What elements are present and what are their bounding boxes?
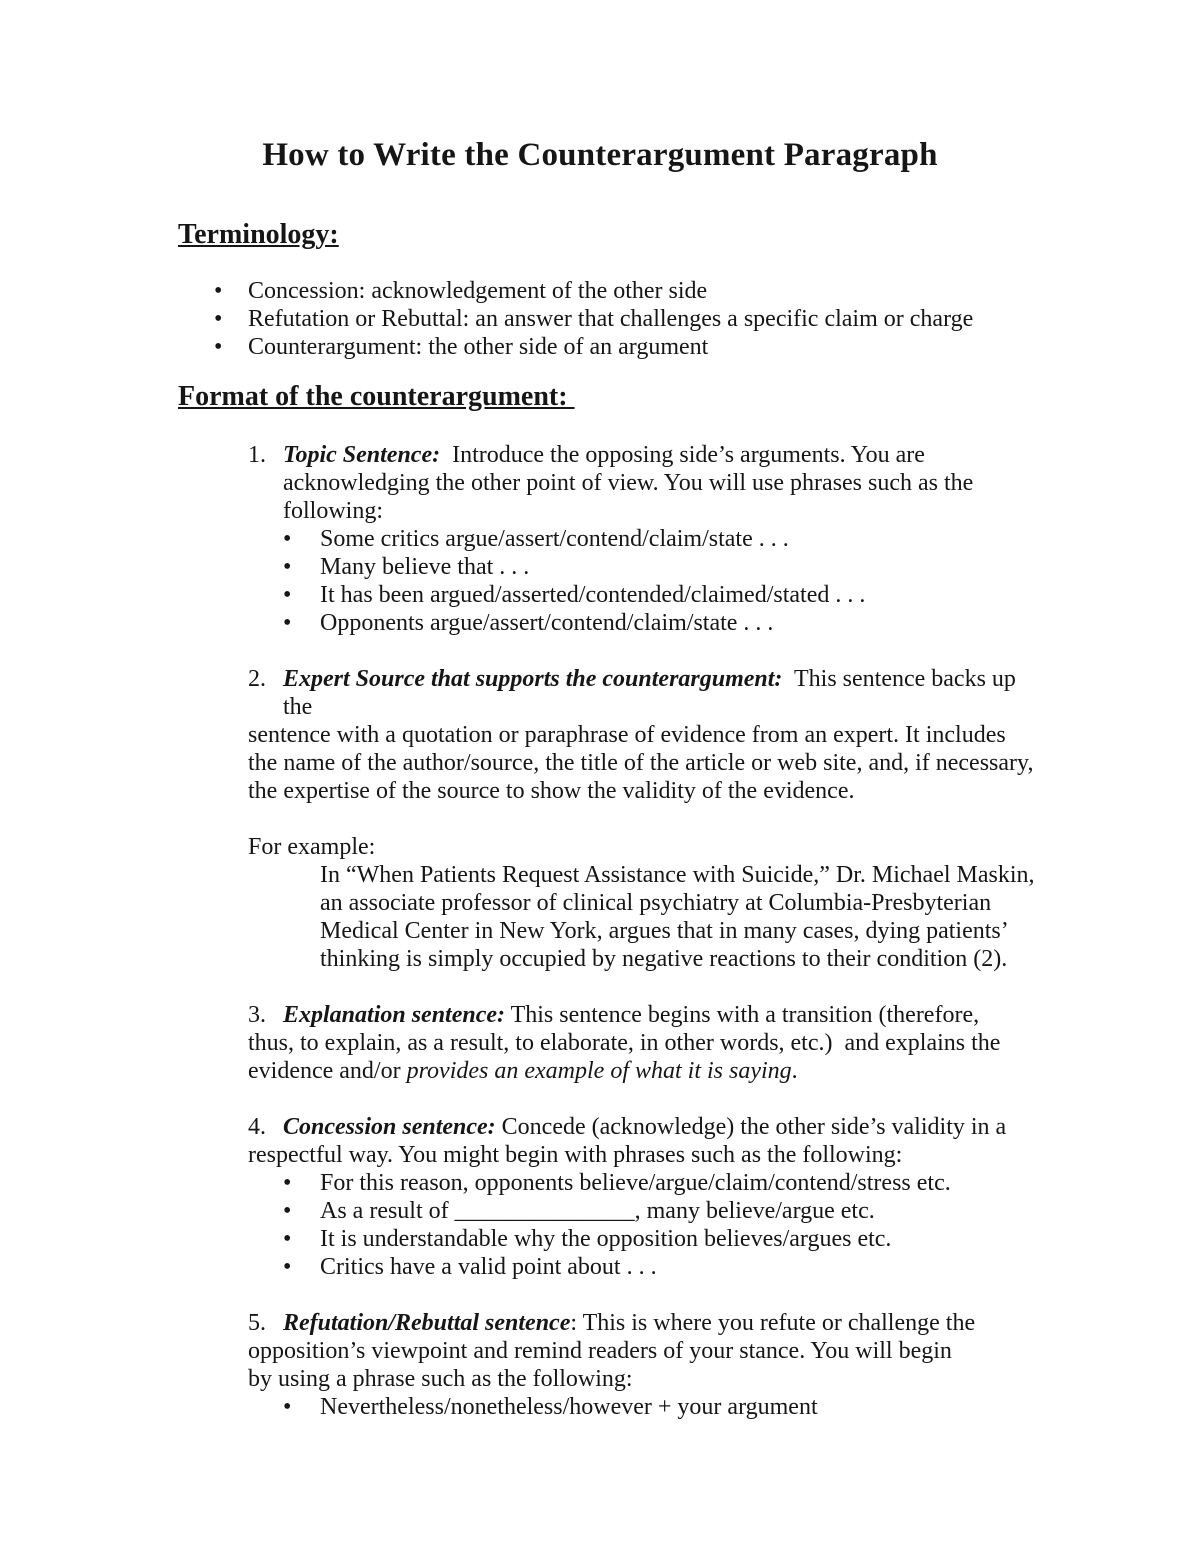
- bullet-icon: •: [283, 1170, 292, 1196]
- list-item-text: Refutation or Rebuttal: an answer that challenges a specific claim or charge: [248, 306, 974, 332]
- format-heading-text: Format of the counterargument:: [178, 381, 575, 412]
- text-line: an associate professor of clinical psychiatry at Columbia-Presbyterian: [320, 890, 992, 916]
- numbered-item-2: [178, 665, 1120, 805]
- text-line: Introduce the opposing side’s arguments. You are: [440, 442, 925, 468]
- numbered-item-3: [178, 1001, 1120, 1085]
- format-heading: [178, 381, 1120, 413]
- list-item-text: Some critics argue/assert/contend/claim/state . . .: [320, 526, 789, 552]
- list-item: [178, 305, 1120, 333]
- bullet-icon: •: [214, 334, 223, 360]
- bullet-icon: •: [283, 526, 292, 552]
- list-item: [178, 525, 1120, 553]
- item-label: Concession sentence:: [283, 1114, 496, 1140]
- list-number: 2.: [248, 666, 266, 692]
- list-item: [178, 1393, 1120, 1421]
- text-line: This sentence begins with a transition (therefore,: [505, 1002, 980, 1028]
- list-item: [178, 553, 1120, 581]
- numbered-item-first-line: [178, 441, 1120, 469]
- list-number: 5.: [248, 1310, 266, 1336]
- list-item-text: For this reason, opponents believe/argue/claim/contend/stress etc.: [320, 1170, 951, 1196]
- list-number: 1.: [248, 442, 266, 468]
- text-line: : This is where you refute or challenge the: [570, 1310, 976, 1336]
- numbered-item-1: [178, 441, 1120, 637]
- example-intro: For example:: [248, 834, 376, 860]
- numbered-item-5: [178, 1309, 1120, 1421]
- bullet-icon: •: [283, 554, 292, 580]
- text-line: following:: [283, 498, 383, 524]
- bullet-icon: •: [283, 610, 292, 636]
- terminology-heading-text: Terminology:: [178, 219, 339, 250]
- example-block: [178, 833, 1120, 973]
- document-content: [178, 219, 1120, 1421]
- list-item: [178, 333, 1120, 361]
- text-line: This sentence backs up: [782, 666, 1016, 692]
- text-line: the expertise of the source to show the validity of the evidence.: [248, 778, 855, 804]
- bullet-icon: •: [283, 1254, 292, 1280]
- text-line: the: [283, 694, 313, 720]
- list-item-text: Nevertheless/nonetheless/however + your argument: [320, 1394, 818, 1420]
- numbered-item-first-line: [178, 665, 1120, 693]
- text-run: .: [791, 1058, 798, 1084]
- italic-text-run: provides an example of what it is saying: [406, 1058, 792, 1084]
- text-run: evidence and/or: [248, 1058, 407, 1084]
- text-line: opposition’s viewpoint and remind readers of your stance. You will begin: [248, 1338, 952, 1364]
- text-line: [178, 1057, 1120, 1085]
- list-number: 3.: [248, 1002, 266, 1028]
- text-line: respectful way. You might begin with phrases such as the following:: [248, 1142, 903, 1168]
- text-line: acknowledging the other point of view. You will use phrases such as the: [283, 470, 974, 496]
- list-item-text: Critics have a valid point about . . .: [320, 1254, 657, 1280]
- list-item: [178, 1197, 1120, 1225]
- list-item: [178, 277, 1120, 305]
- bullet-icon: •: [283, 1226, 292, 1252]
- list-item-text: As a result of _______________, many believe/argue etc.: [320, 1198, 875, 1224]
- page-title: How to Write the Counterargument Paragraph: [262, 137, 938, 173]
- bullet-icon: •: [283, 1198, 292, 1224]
- bullet-icon: •: [283, 1394, 292, 1420]
- list-item-text: Counterargument: the other side of an argument: [248, 334, 709, 360]
- text-line: sentence with a quotation or paraphrase of evidence from an expert. It includes: [248, 722, 1006, 748]
- list-item: [178, 1225, 1120, 1253]
- list-item-text: Concession: acknowledgement of the other side: [248, 278, 708, 304]
- list-item-text: It has been argued/asserted/contended/claimed/stated . . .: [320, 582, 866, 608]
- list-item: [178, 1169, 1120, 1197]
- text-line: by using a phrase such as the following:: [248, 1366, 633, 1392]
- text-line: thus, to explain, as a result, to elaborate, in other words, etc.) and explains the: [248, 1030, 1001, 1056]
- numbered-item-first-line: [178, 1113, 1120, 1141]
- numbered-item-first-line: [178, 1001, 1120, 1029]
- text-line: the name of the author/source, the title of the article or web site, and, if necessary,: [248, 750, 1034, 776]
- list-item: [178, 609, 1120, 637]
- list-item-text: Many believe that . . .: [320, 554, 530, 580]
- item-label: Expert Source that supports the counterargument:: [283, 666, 783, 692]
- text-line: Concede (acknowledge) the other side’s validity in a: [495, 1114, 1007, 1140]
- text-line: thinking is simply occupied by negative reactions to their condition (2).: [320, 946, 1008, 972]
- bullet-icon: •: [214, 278, 223, 304]
- list-number: 4.: [248, 1114, 266, 1140]
- numbered-item-first-line: [178, 1309, 1120, 1337]
- list-item-text: Opponents argue/assert/contend/claim/state . . .: [320, 610, 774, 636]
- list-item: [178, 1253, 1120, 1281]
- numbered-item-4: [178, 1113, 1120, 1281]
- item-label: Refutation/Rebuttal sentence: [283, 1310, 571, 1336]
- bullet-icon: •: [214, 306, 223, 332]
- terminology-heading: [178, 219, 1120, 251]
- bullet-icon: •: [283, 582, 292, 608]
- list-item: [178, 581, 1120, 609]
- item-label: Explanation sentence:: [283, 1002, 506, 1028]
- item-label: Topic Sentence:: [283, 442, 441, 468]
- terminology-bullet-list: [178, 277, 1120, 361]
- text-line: In “When Patients Request Assistance with Suicide,” Dr. Michael Maskin,: [320, 862, 1035, 888]
- list-item-text: It is understandable why the opposition believes/argues etc.: [320, 1226, 892, 1252]
- text-line: Medical Center in New York, argues that in many cases, dying patients’: [320, 918, 1009, 944]
